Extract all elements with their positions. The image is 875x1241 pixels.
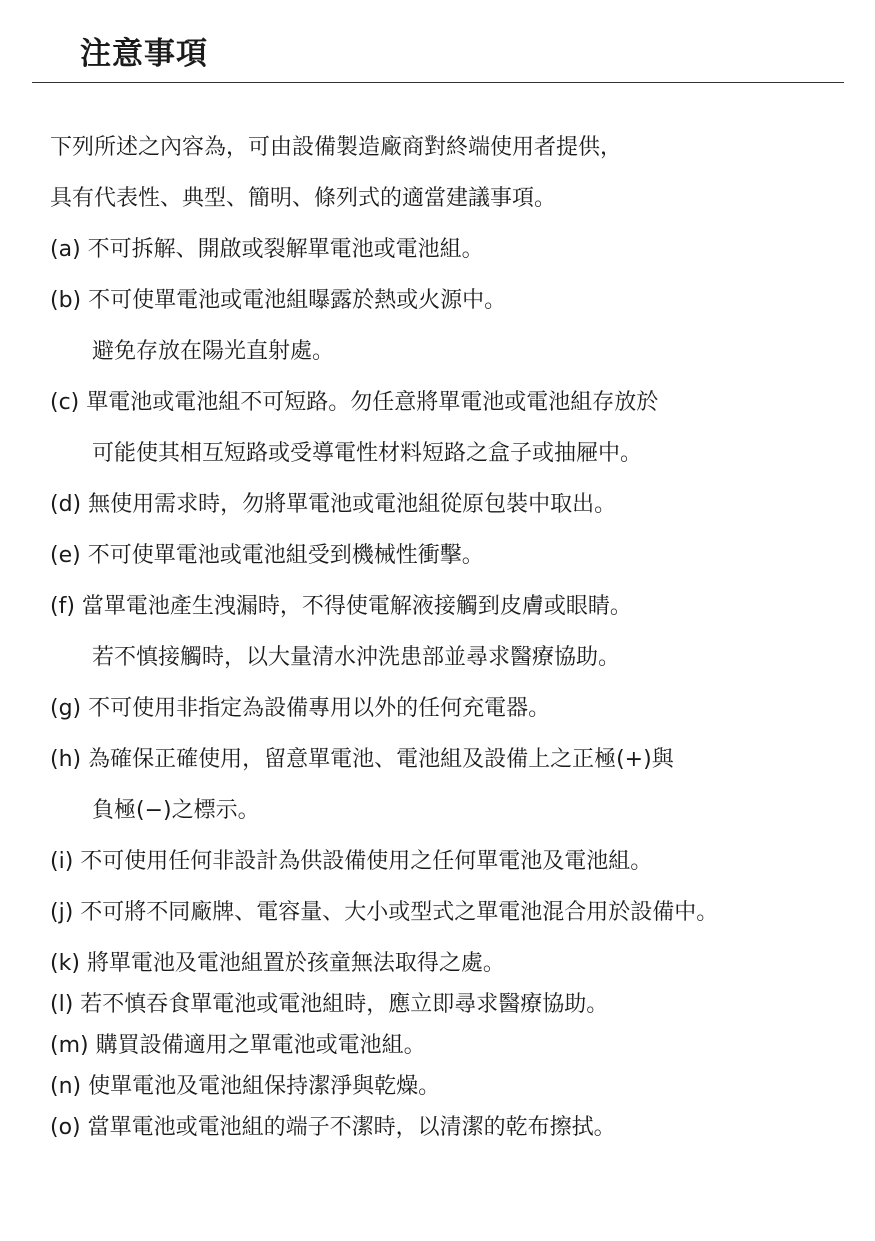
item-a: (a) 不可拆解、開啟或裂解單電池或電池組。 [50,237,484,262]
title-divider [32,82,844,83]
page-title: 注意事項 [80,36,208,72]
item-k: (k) 將單電池及電池組置於孩童無法取得之處。 [50,951,505,976]
item-h: (h) 為確保正確使用，留意單電池、電池組及設備上之正極(+)與 [50,747,674,772]
item-d: (d) 無使用需求時，勿將單電池或電池組從原包裝中取出。 [50,492,617,517]
intro-line-2: 具有代表性、典型、簡明、條列式的適當建議事項。 [50,186,557,211]
item-l: (l) 若不慎吞食單電池或電池組時，應立即尋求醫療協助。 [50,992,609,1017]
item-j: (j) 不可將不同廠牌、電容量、大小或型式之單電池混合用於設備中。 [50,900,719,925]
item-i: (i) 不可使用任何非設計為供設備使用之任何單電池及電池組。 [50,849,653,874]
item-c-continued: 可能使其相互短路或受導電性材料短路之盒子或抽屜中。 [92,441,643,466]
item-e: (e) 不可使單電池或電池組受到機械性衝擊。 [50,543,484,568]
item-g: (g) 不可使用非指定為設備專用以外的任何充電器。 [50,696,551,721]
item-o: (o) 當單電池或電池組的端子不潔時，以清潔的乾布擦拭。 [50,1115,616,1140]
item-m: (m) 購買設備適用之單電池或電池組。 [50,1033,426,1058]
item-f: (f) 當單電池產生洩漏時，不得使電解液接觸到皮膚或眼睛。 [50,594,632,619]
item-b-continued: 避免存放在陽光直射處。 [92,339,335,364]
precautions-list [50,128,865,1149]
item-n: (n) 使單電池及電池組保持潔淨與乾燥。 [50,1074,441,1099]
item-h-continued: 負極(−)之標示。 [92,798,260,823]
item-f-continued: 若不慎接觸時，以大量清水沖洗患部並尋求醫療協助。 [92,645,621,670]
item-c: (c) 單電池或電池組不可短路。勿任意將單電池或電池組存放於 [50,390,659,415]
intro-line-1: 下列所述之內容為，可由設備製造廠商對終端使用者提供， [50,135,623,160]
item-b: (b) 不可使單電池或電池組曝露於熱或火源中。 [50,288,507,313]
